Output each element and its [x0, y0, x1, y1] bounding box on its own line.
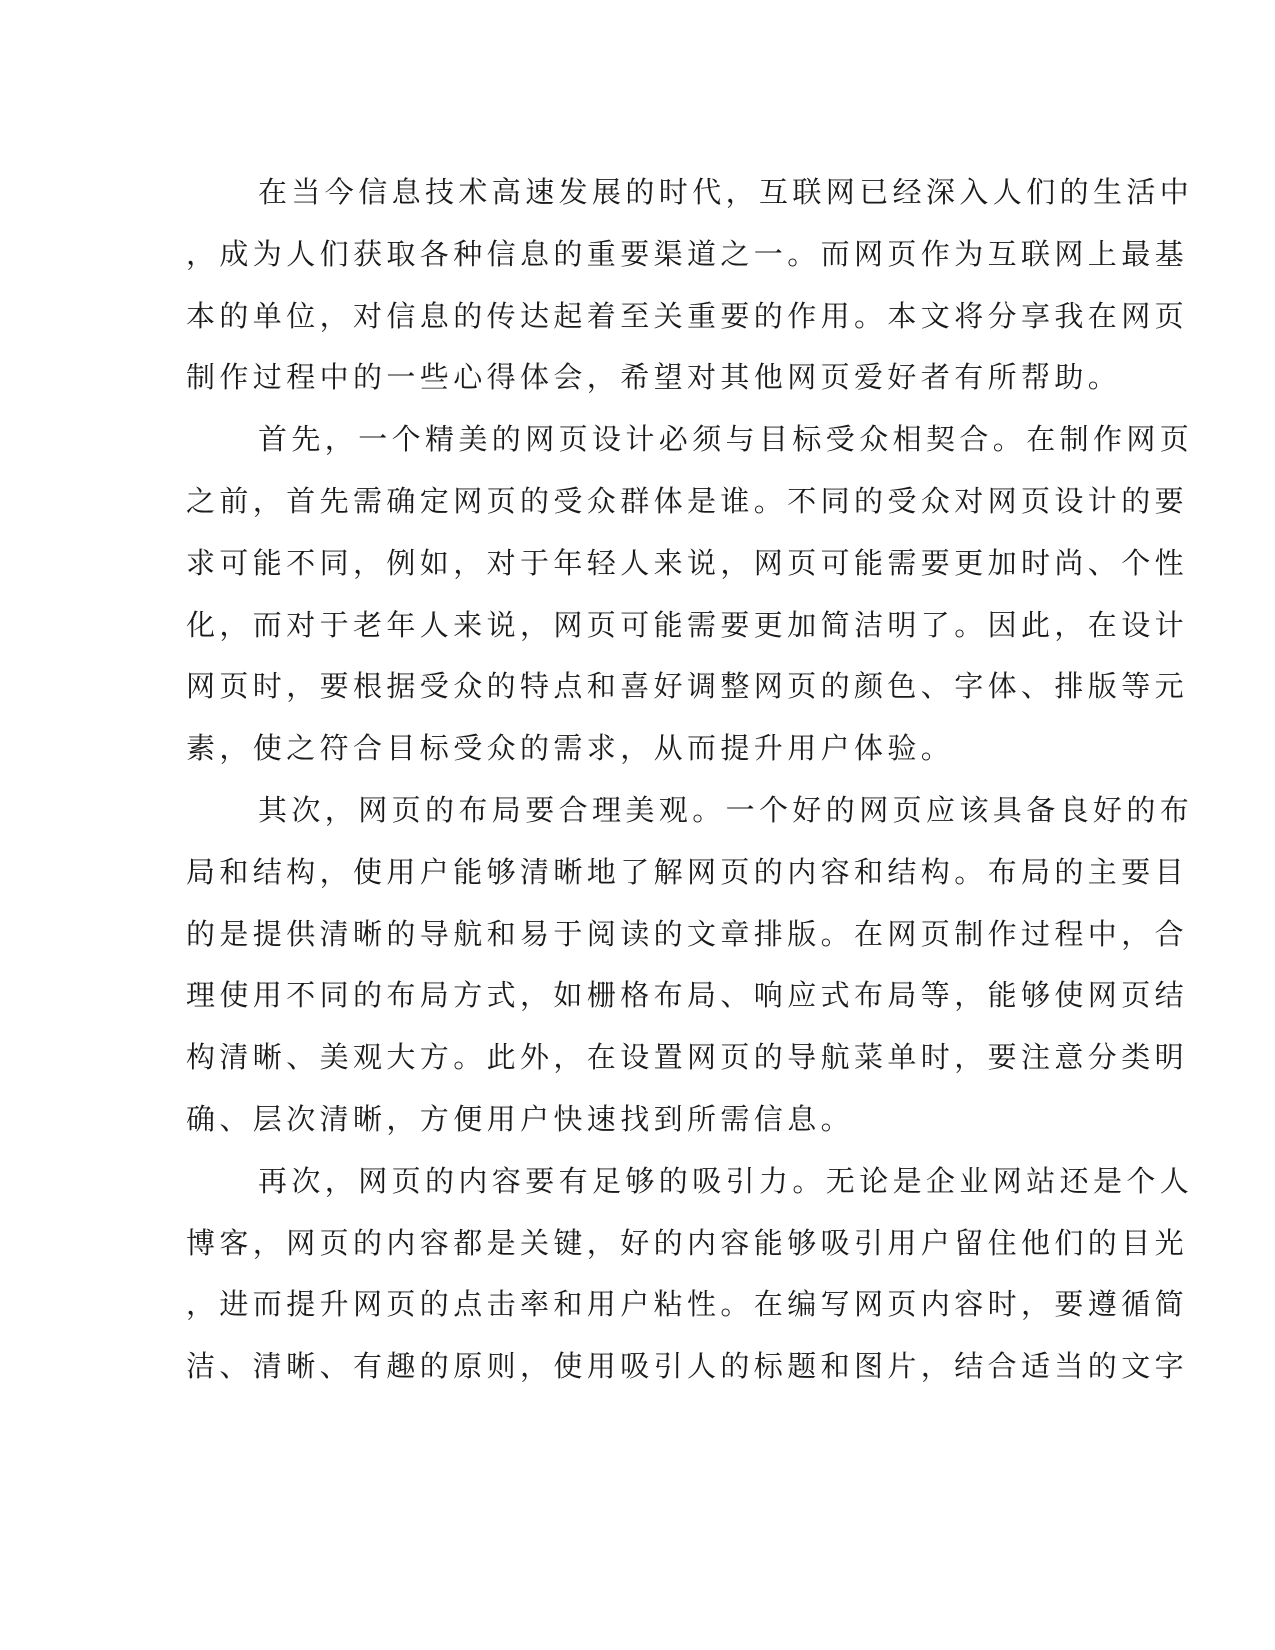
text-line: 本的单位，对信息的传达起着至关重要的作用。本文将分享我在网页: [186, 298, 1189, 333]
text-line: 洁、清晰、有趣的原则，使用吸引人的标题和图片，结合适当的文字: [186, 1349, 1189, 1384]
paragraph-audience: [186, 409, 1194, 780]
paragraph-content: [186, 1151, 1194, 1398]
text-line: 网页时，要根据受众的特点和喜好调整网页的颜色、字体、排版等元: [186, 669, 1189, 704]
text-line: 构清晰、美观大方。此外，在设置网页的导航菜单时，要注意分类明: [186, 1040, 1189, 1075]
text-line: 首先，一个精美的网页设计必须与目标受众相契合。在制作网页: [258, 422, 1194, 457]
text-line: 制作过程中的一些心得体会，希望对其他网页爱好者有所帮助。: [186, 360, 1122, 395]
text-line: 再次，网页的内容要有足够的吸引力。无论是企业网站还是个人: [258, 1163, 1194, 1198]
text-line: 在当今信息技术高速发展的时代，互联网已经深入人们的生活中: [258, 175, 1194, 209]
paragraph-layout: [186, 780, 1194, 1151]
text-line: 理使用不同的布局方式，如栅格布局、响应式布局等，能够使网页结: [186, 978, 1189, 1013]
text-line: ，成为人们获取各种信息的重要渠道之一。而网页作为互联网上最基: [186, 236, 1189, 271]
text-line: ，进而提升网页的点击率和用户粘性。在编写网页内容时，要遵循简: [186, 1287, 1189, 1322]
text-line: 之前，首先需确定网页的受众群体是谁。不同的受众对网页设计的要: [186, 483, 1189, 518]
text-line: 化，而对于老年人来说，网页可能需要更加简洁明了。因此，在设计: [186, 607, 1189, 642]
text-line: 的是提供清晰的导航和易于阅读的文章排版。在网页制作过程中，合: [186, 916, 1189, 951]
text-line: 确、层次清晰，方便用户快速找到所需信息。: [186, 1101, 855, 1136]
text-line: 博客，网页的内容都是关键，好的内容能够吸引用户留住他们的目光: [186, 1225, 1189, 1260]
document-body: [186, 162, 1194, 1398]
text-line: 其次，网页的布局要合理美观。一个好的网页应该具备良好的布: [258, 792, 1194, 827]
text-line: 局和结构，使用户能够清晰地了解网页的内容和结构。布局的主要目: [186, 854, 1189, 889]
paragraph-intro: [186, 162, 1194, 409]
text-line: 素，使之符合目标受众的需求，从而提升用户体验。: [186, 731, 955, 766]
text-line: 求可能不同，例如，对于年轻人来说，网页可能需要更加时尚、个性: [186, 545, 1189, 580]
